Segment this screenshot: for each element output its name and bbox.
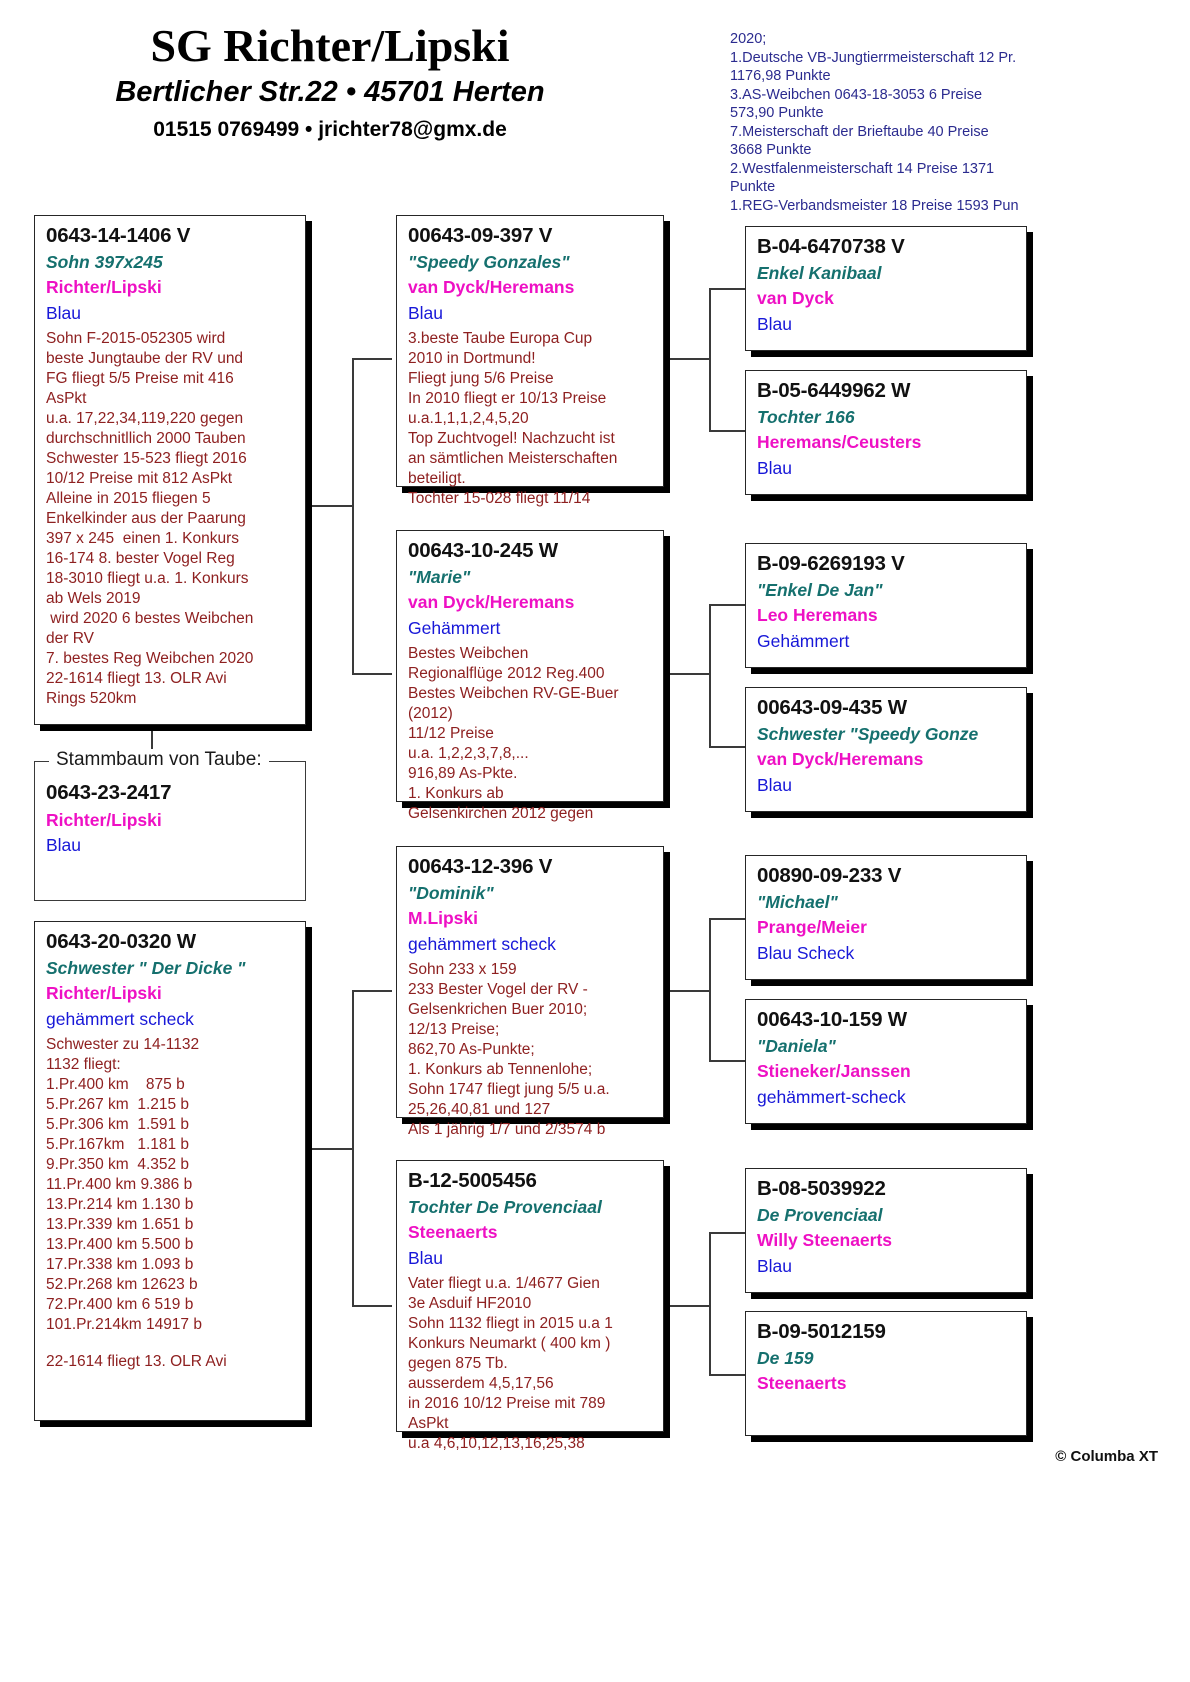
- note-line: 22-1614 fliegt 13. OLR Avi: [46, 1352, 227, 1370]
- note-line: Regionalflüge 2012 Reg.400: [408, 664, 605, 682]
- pigeon-card-gp5[interactable]: [745, 855, 1027, 980]
- note-line: u.a.1,1,1,2,4,5,20: [408, 409, 529, 427]
- note-line: Alleine in 2015 fliegen 5: [46, 489, 211, 507]
- loft-address: Bertlicher Str.22 • 45701 Herten: [115, 76, 545, 109]
- achievement-line: 1.Deutsche VB-Jungtierrmeisterschaft 12 Pr.: [730, 49, 1017, 66]
- achievement-line: 1176,98 Punkte: [730, 68, 831, 85]
- pigeon-color: gehämmert scheck: [408, 934, 556, 955]
- note-line: 13.Pr.339 km 1.651 b: [46, 1215, 194, 1233]
- note-line: Bestes Weibchen: [408, 644, 529, 662]
- pigeon-color: Blau: [757, 1256, 793, 1277]
- pigeon-card-gp4[interactable]: [745, 687, 1027, 812]
- note-line: Gelsenkirchen 2012 gegen: [408, 804, 594, 822]
- page-title: SG Richter/Lipski: [150, 20, 510, 71]
- achievement-line: 2020;: [730, 31, 767, 47]
- note-line: 11.Pr.400 km 9.386 b: [46, 1175, 193, 1193]
- connector: [709, 918, 745, 920]
- pigeon-owner: Prange/Meier: [757, 917, 867, 938]
- pigeon-ring: B-08-5039922: [757, 1177, 886, 1200]
- pigeon-ring: 00643-09-435 W: [757, 696, 907, 719]
- note-line: beteiligt.: [408, 469, 466, 487]
- pigeon-owner: Richter/Lipski: [46, 809, 162, 830]
- connector: [352, 990, 354, 1306]
- note-line: 3e Asduif HF2010: [408, 1294, 532, 1312]
- note-line: 5.Pr.167km 1.181 b: [46, 1135, 190, 1153]
- note-line: 17.Pr.338 km 1.093 b: [46, 1255, 194, 1273]
- note-line: Schwester zu 14-1132: [46, 1035, 200, 1053]
- note-line: 13.Pr.214 km 1.130 b: [46, 1195, 194, 1213]
- pigeon-color: Gehämmert: [757, 631, 850, 652]
- note-line: Sohn F-2015-052305 wird: [46, 329, 226, 347]
- pigeon-color: Blau: [46, 303, 82, 324]
- note-line: 233 Bester Vogel der RV -: [408, 980, 588, 998]
- note-line: 916,89 As-Pkte.: [408, 764, 518, 782]
- pigeon-color: Blau: [408, 303, 444, 324]
- note-line: 1.Pr.400 km 875 b: [46, 1075, 185, 1093]
- pigeon-card-dam[interactable]: [34, 921, 306, 1421]
- pigeon-nick: Enkel Kanibaal: [757, 262, 882, 283]
- note-line: u.a. 17,22,34,119,220 gegen: [46, 409, 244, 427]
- pigeon-notes: [408, 329, 654, 509]
- connector: [660, 990, 710, 992]
- pigeon-owner: Willy Steenaerts: [757, 1230, 893, 1251]
- pigeon-notes: [408, 960, 654, 1140]
- pigeon-owner: van Dyck/Heremans: [408, 592, 575, 613]
- note-line: 1. Konkurs ab: [408, 784, 504, 802]
- loft-header: [0, 22, 660, 143]
- note-line: 22-1614 fliegt 13. OLR Avi: [46, 669, 227, 687]
- pigeon-nick: "Marie": [408, 566, 471, 587]
- note-line: 16-174 8. bester Vogel Reg: [46, 549, 235, 567]
- pigeon-nick: "Speedy Gonzales": [408, 251, 570, 272]
- subject-group: [34, 749, 306, 901]
- connector: [352, 358, 354, 674]
- copyright-notice: © Columba XT: [1055, 1448, 1158, 1465]
- pigeon-ring: B-05-6449962 W: [757, 379, 911, 402]
- achievements-list: [730, 30, 1040, 215]
- connector: [709, 288, 711, 431]
- note-line: 12/13 Preise;: [408, 1020, 500, 1038]
- achievement-line: 2.Westfalenmeisterschaft 14 Preise 1371: [730, 160, 995, 177]
- connector: [709, 746, 745, 748]
- note-line: Top Zuchtvogel! Nachzucht ist: [408, 429, 615, 447]
- note-line: 5.Pr.267 km 1.215 b: [46, 1095, 190, 1113]
- pigeon-card-dam-dam[interactable]: [396, 1160, 664, 1452]
- pigeon-card-dam-sire[interactable]: [396, 846, 664, 1138]
- pigeon-owner: Richter/Lipski: [46, 983, 162, 1004]
- pigeon-nick: "Dominik": [408, 882, 494, 903]
- note-line: 52.Pr.268 km 12623 b: [46, 1275, 198, 1293]
- achievement-line: Punkte: [730, 179, 776, 196]
- note-line: Vater fliegt u.a. 1/4677 Gien: [408, 1274, 600, 1292]
- pigeon-ring: 00643-10-159 W: [757, 1008, 907, 1031]
- note-line: Fliegt jung 5/6 Preise: [408, 369, 554, 387]
- pigeon-card-gp7[interactable]: [745, 1168, 1027, 1293]
- connector: [352, 673, 392, 675]
- pigeon-color: Blau: [408, 1248, 444, 1269]
- connector: [305, 505, 353, 507]
- connector: [352, 990, 392, 992]
- pigeon-ring: 0643-20-0320 W: [46, 930, 196, 953]
- note-line: 10/12 Preise mit 812 AsPkt: [46, 469, 233, 487]
- pigeon-ring: B-09-6269193 V: [757, 552, 905, 575]
- pigeon-owner: Steenaerts: [408, 1222, 498, 1243]
- pigeon-card-sire-sire[interactable]: [396, 215, 664, 507]
- note-line: 101.Pr.214km 14917 b: [46, 1315, 202, 1333]
- connector: [709, 604, 711, 747]
- note-line: 7. bestes Reg Weibchen 2020: [46, 649, 254, 667]
- note-line: Tochter 15-028 fliegt 11/14: [408, 489, 591, 507]
- note-line: 862,70 As-Punkte;: [408, 1040, 535, 1058]
- pigeon-color: Blau: [757, 458, 793, 479]
- note-line: 72.Pr.400 km 6 519 b: [46, 1295, 194, 1313]
- pigeon-ring: 0643-14-1406 V: [46, 224, 191, 247]
- pigeon-owner: M.Lipski: [408, 908, 479, 929]
- note-line: (2012): [408, 704, 453, 722]
- connector: [660, 358, 710, 360]
- note-line: 1. Konkurs ab Tennenlohe;: [408, 1060, 593, 1078]
- note-line: Rings 520km: [46, 689, 137, 707]
- pigeon-notes: [408, 644, 654, 824]
- pigeon-color: Gehämmert: [408, 618, 501, 639]
- pigeon-ring: 0643-23-2417: [46, 781, 172, 804]
- pigeon-nick: Schwester "Speedy Gonze: [757, 723, 979, 744]
- note-line: u.a 4,6,10,12,13,16,25,38: [408, 1434, 585, 1452]
- connector: [709, 1232, 745, 1234]
- pigeon-ring: B-09-5012159: [757, 1320, 886, 1343]
- note-line: In 2010 fliegt er 10/13 Preise: [408, 389, 607, 407]
- achievement-line: 1.REG-Verbandsmeister 18 Preise 1593 Pun: [730, 197, 1019, 214]
- note-line: 25,26,40,81 und 127: [408, 1100, 551, 1118]
- connector: [660, 1305, 710, 1307]
- note-line: Sohn 1747 fliegt jung 5/5 u.a.: [408, 1080, 610, 1098]
- note-line: der RV: [46, 629, 94, 647]
- pigeon-nick: Tochter 166: [757, 406, 855, 427]
- achievement-line: 3.AS-Weibchen 0643-18-3053 6 Preise: [730, 86, 983, 103]
- connector: [709, 918, 711, 1061]
- achievement-line: 7.Meisterschaft der Brieftaube 40 Preise: [730, 123, 989, 140]
- note-line: Enkelkinder aus der Paarung: [46, 509, 246, 527]
- note-line: 13.Pr.400 km 5.500 b: [46, 1235, 194, 1253]
- pigeon-card-gp3[interactable]: [745, 543, 1027, 668]
- connector: [709, 604, 745, 606]
- pigeon-owner: van Dyck/Heremans: [757, 749, 924, 770]
- connector: [660, 673, 710, 675]
- note-line: Bestes Weibchen RV-GE-Buer: [408, 684, 619, 702]
- pigeon-card-sire[interactable]: [34, 215, 306, 725]
- pigeon-owner: Leo Heremans: [757, 605, 878, 626]
- note-spacer: [46, 1335, 296, 1352]
- pigeon-owner: Heremans/Ceusters: [757, 432, 922, 453]
- note-line: 3.beste Taube Europa Cup: [408, 329, 593, 347]
- pigeon-nick: De Provenciaal: [757, 1204, 883, 1225]
- note-line: 11/12 Preise: [408, 724, 494, 742]
- achievement-line: 573,90 Punkte: [730, 105, 824, 122]
- pigeon-ring: B-04-6470738 V: [757, 235, 905, 258]
- note-line: u.a. 1,2,2,3,7,8,...: [408, 744, 529, 762]
- pigeon-color: gehämmert-scheck: [757, 1087, 906, 1108]
- pigeon-nick: "Daniela": [757, 1035, 836, 1056]
- pigeon-nick: Sohn 397x245: [46, 251, 163, 272]
- pigeon-card-gp1[interactable]: [745, 226, 1027, 351]
- pigeon-nick: Schwester " Der Dicke ": [46, 957, 246, 978]
- note-line: Sohn 233 x 159: [408, 960, 517, 978]
- note-line: 9.Pr.350 km 4.352 b: [46, 1155, 190, 1173]
- pigeon-color: Blau Scheck: [757, 943, 855, 964]
- pigeon-owner: van Dyck/Heremans: [408, 277, 575, 298]
- note-line: FG fliegt 5/5 Preise mit 416: [46, 369, 234, 387]
- pigeon-nick: Tochter De Provenciaal: [408, 1196, 602, 1217]
- connector: [709, 1060, 745, 1062]
- connector: [352, 358, 392, 360]
- note-line: ausserdem 4,5,17,56: [408, 1374, 554, 1392]
- pigeon-card-gp6[interactable]: [745, 999, 1027, 1124]
- note-line: gegen 875 Tb.: [408, 1354, 508, 1372]
- note-line: beste Jungtaube der RV und: [46, 349, 244, 367]
- note-line: ab Wels 2019: [46, 589, 141, 607]
- pigeon-owner: Stieneker/Janssen: [757, 1061, 911, 1082]
- pigeon-ring: 00643-09-397 V: [408, 224, 553, 247]
- pigeon-owner: Richter/Lipski: [46, 277, 162, 298]
- pigeon-ring: B-12-5005456: [408, 1169, 537, 1192]
- connector: [709, 430, 745, 432]
- pigeon-nick: De 159: [757, 1347, 814, 1368]
- note-line: in 2016 10/12 Preise mit 789: [408, 1394, 606, 1412]
- connector: [352, 1305, 392, 1307]
- pigeon-notes: [408, 1274, 654, 1454]
- pigeon-ring: 00890-09-233 V: [757, 864, 902, 887]
- pigeon-card-sire-dam[interactable]: [396, 530, 664, 822]
- pigeon-color: gehämmert scheck: [46, 1009, 194, 1030]
- connector: [709, 1374, 745, 1376]
- connector: [305, 1148, 353, 1150]
- pigeon-owner: van Dyck: [757, 288, 834, 309]
- note-line: Als 1 jährig 1/7 und 2/3574 b: [408, 1120, 606, 1138]
- pigeon-nick: "Enkel De Jan": [757, 579, 883, 600]
- note-line: AsPkt: [408, 1414, 449, 1432]
- pigeon-nick: "Michael": [757, 891, 838, 912]
- pigeon-notes: [46, 329, 296, 709]
- connector: [709, 1232, 711, 1375]
- achievement-line: 3668 Punkte: [730, 142, 812, 159]
- pigeon-color: Blau: [757, 314, 793, 335]
- pigeon-ring: 00643-10-245 W: [408, 539, 558, 562]
- note-line: 2010 in Dortmund!: [408, 349, 536, 367]
- note-line: an sämtlichen Meisterschaften: [408, 449, 618, 467]
- note-line: wird 2020 6 bestes Weibchen: [46, 609, 254, 627]
- pigeon-owner: Steenaerts: [757, 1373, 847, 1394]
- note-line: Gelsenkrichen Buer 2010;: [408, 1000, 588, 1018]
- note-line: Sohn 1132 fliegt in 2015 u.a 1: [408, 1314, 613, 1332]
- pigeon-card-gp2[interactable]: [745, 370, 1027, 495]
- note-line: Schwester 15-523 fliegt 2016: [46, 449, 247, 467]
- pigeon-card-gp8[interactable]: [745, 1311, 1027, 1436]
- note-line: 18-3010 fliegt u.a. 1. Konkurs: [46, 569, 249, 587]
- connector: [709, 288, 745, 290]
- loft-contact: 01515 0769499 • jrichter78@gmx.de: [153, 117, 507, 141]
- note-line: 1132 fliegt:: [46, 1055, 121, 1073]
- note-line: durchschnitllich 2000 Tauben: [46, 429, 246, 447]
- pigeon-color: Blau: [46, 835, 82, 856]
- note-line: Konkurs Neumarkt ( 400 km ): [408, 1334, 611, 1352]
- pigeon-notes: [46, 1035, 296, 1372]
- note-line: AsPkt: [46, 389, 87, 407]
- group-label: Stammbaum von Taube:: [49, 749, 269, 771]
- pigeon-ring: 00643-12-396 V: [408, 855, 553, 878]
- note-line: 5.Pr.306 km 1.591 b: [46, 1115, 190, 1133]
- pigeon-color: Blau: [757, 775, 793, 796]
- note-line: 397 x 245 einen 1. Konkurs: [46, 529, 240, 547]
